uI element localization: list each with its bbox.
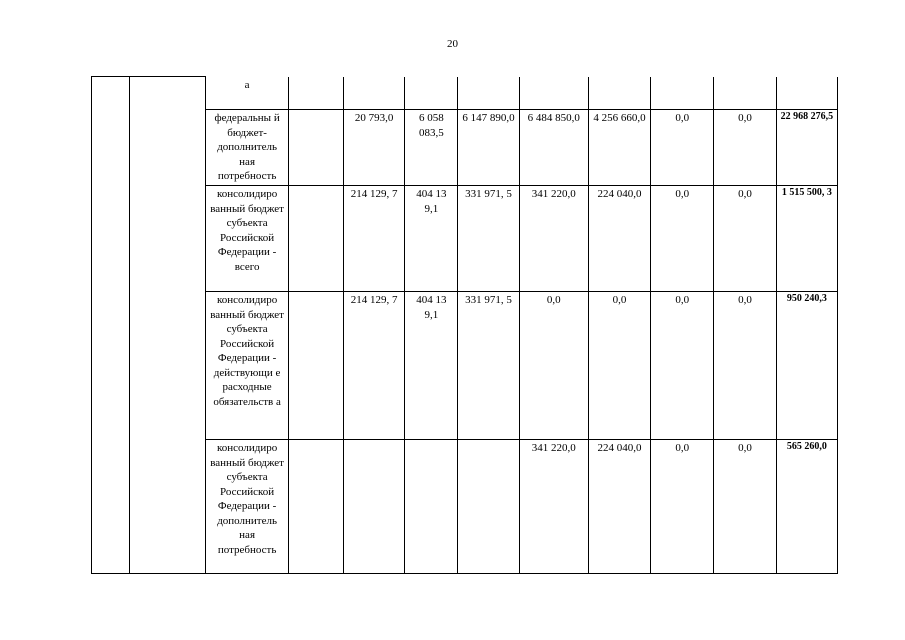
blank-cell	[92, 77, 130, 110]
budget-table	[91, 76, 838, 574]
value-cell: 0,0	[714, 110, 776, 186]
row-label: а	[206, 77, 288, 110]
value-cell: 404 13 9,1	[405, 186, 458, 292]
value-cell: 0,0	[714, 440, 776, 574]
page-number: 20	[447, 38, 458, 50]
value-cell	[288, 77, 343, 110]
row-label: консолидиро ванный бюджет субъекта Российской Федерации - всего	[206, 186, 288, 292]
blank-cell	[130, 186, 206, 292]
value-cell	[458, 77, 519, 110]
value-cell: 0,0	[714, 186, 776, 292]
table-row	[92, 186, 838, 292]
total-cell: 22 968 276,5	[776, 110, 837, 186]
value-cell	[714, 77, 776, 110]
table-row	[92, 77, 838, 110]
value-cell: 0,0	[651, 110, 714, 186]
value-cell	[651, 77, 714, 110]
value-cell: 6 484 850,0	[519, 110, 588, 186]
value-cell	[588, 77, 650, 110]
value-cell: 4 256 660,0	[588, 110, 650, 186]
value-cell: 0,0	[714, 292, 776, 440]
blank-cell	[92, 292, 130, 440]
value-cell: 0,0	[519, 292, 588, 440]
blank-cell	[130, 77, 206, 110]
value-cell	[458, 440, 519, 574]
blank-cell	[92, 110, 130, 186]
value-cell	[405, 77, 458, 110]
value-cell: 214 129, 7	[343, 186, 404, 292]
value-cell: 331 971, 5	[458, 292, 519, 440]
blank-cell	[130, 292, 206, 440]
value-cell: 0,0	[651, 440, 714, 574]
value-cell: 20 793,0	[343, 110, 404, 186]
row-label: федеральны й бюджет-дополнитель ная потребность	[206, 110, 288, 186]
value-cell	[343, 77, 404, 110]
value-cell: 331 971, 5	[458, 186, 519, 292]
value-cell: 404 13 9,1	[405, 292, 458, 440]
value-cell: 224 040,0	[588, 440, 650, 574]
blank-cell	[92, 440, 130, 574]
value-cell: 341 220,0	[519, 440, 588, 574]
value-cell	[288, 110, 343, 186]
total-cell	[776, 77, 837, 110]
blank-cell	[130, 440, 206, 574]
value-cell: 341 220,0	[519, 186, 588, 292]
value-cell	[288, 186, 343, 292]
value-cell: 6 147 890,0	[458, 110, 519, 186]
value-cell: 0,0	[651, 292, 714, 440]
value-cell	[288, 292, 343, 440]
value-cell: 224 040,0	[588, 186, 650, 292]
value-cell	[405, 440, 458, 574]
total-cell: 565 260,0	[776, 440, 837, 574]
value-cell	[288, 440, 343, 574]
value-cell	[519, 77, 588, 110]
blank-cell	[92, 186, 130, 292]
value-cell: 214 129, 7	[343, 292, 404, 440]
value-cell: 0,0	[651, 186, 714, 292]
value-cell	[343, 440, 404, 574]
total-cell: 1 515 500, 3	[776, 186, 837, 292]
table-row	[92, 440, 838, 574]
value-cell: 6 058 083,5	[405, 110, 458, 186]
table-row	[92, 110, 838, 186]
value-cell: 0,0	[588, 292, 650, 440]
blank-cell	[130, 110, 206, 186]
row-label: консолидиро ванный бюджет субъекта Российской Федерации - дополнитель ная потребность	[206, 440, 288, 574]
total-cell: 950 240,3	[776, 292, 837, 440]
table-row	[92, 292, 838, 440]
row-label: консолидиро ванный бюджет субъекта Российской Федерации - действующи е расходные обязательств а	[206, 292, 288, 440]
